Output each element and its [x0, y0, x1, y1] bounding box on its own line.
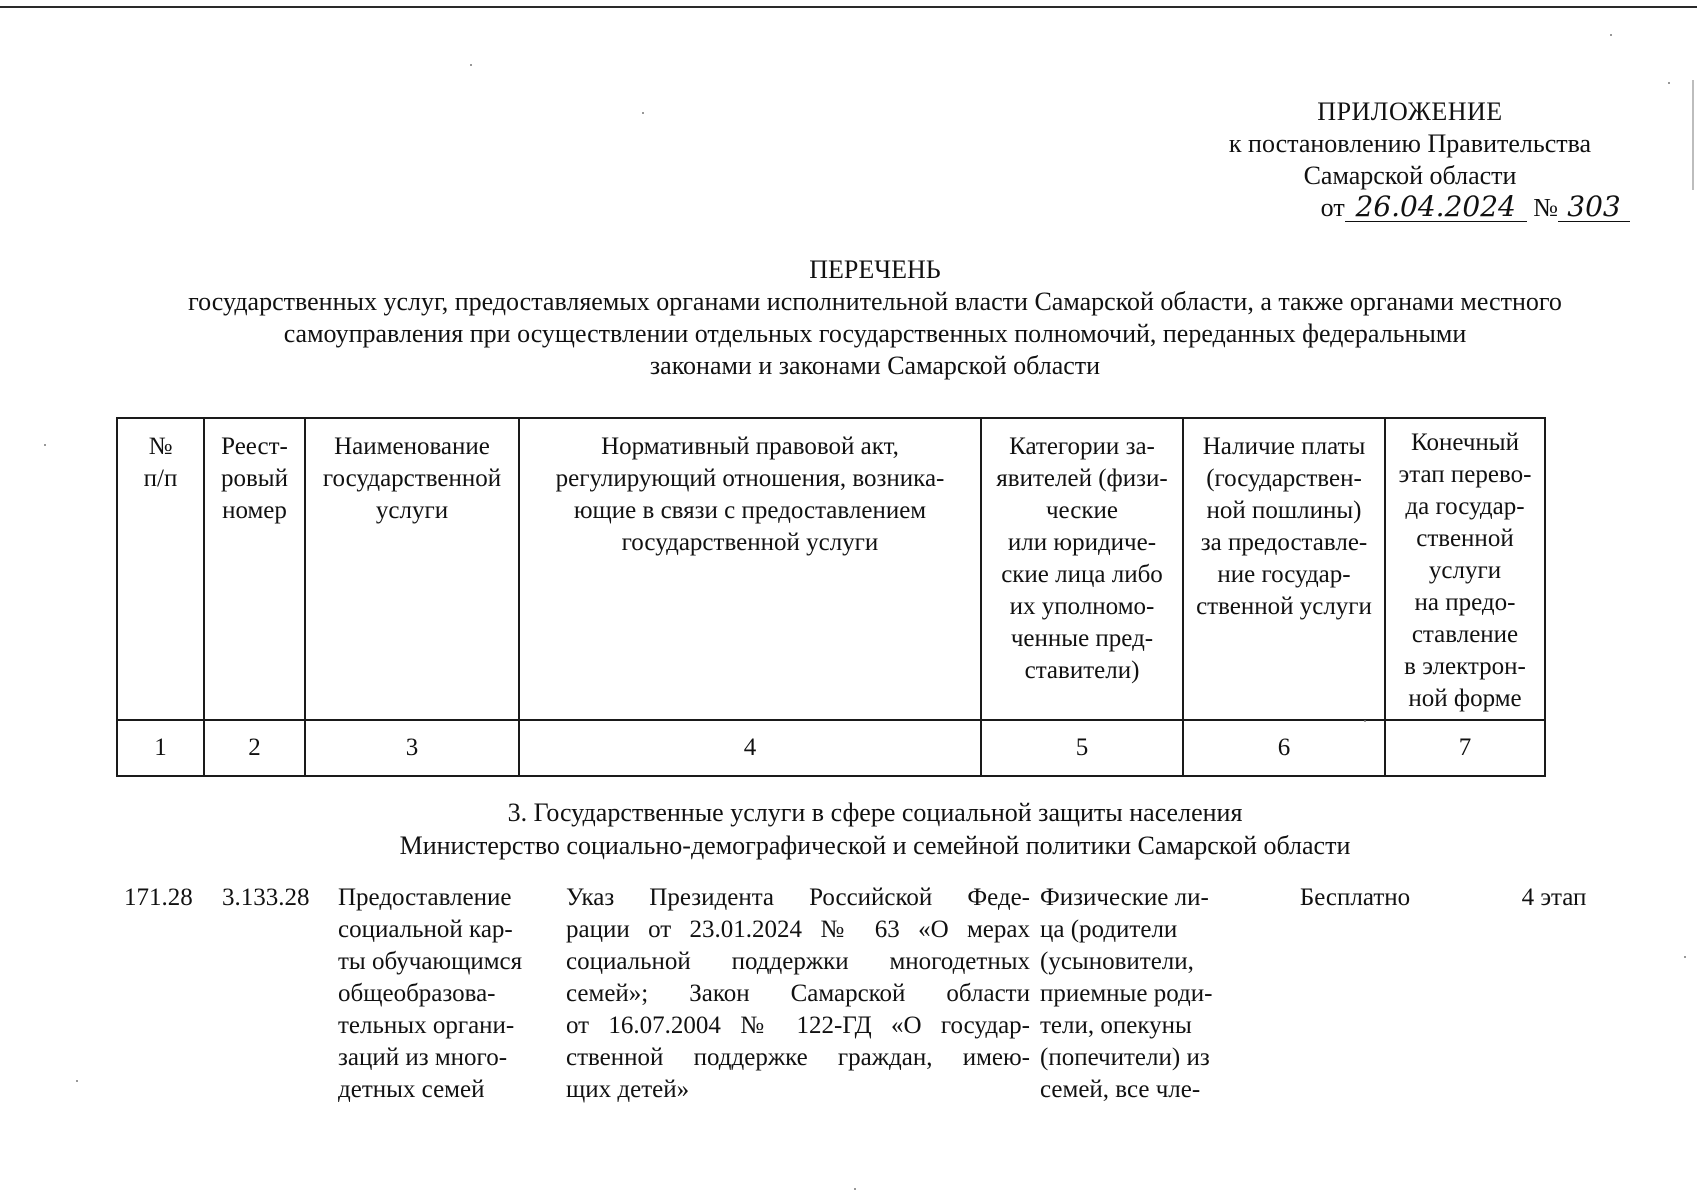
handwritten-date: 26.04.2024 [1345, 193, 1527, 222]
scan-speck [470, 64, 472, 66]
column-number: 4 [519, 720, 981, 776]
title-heading: ПЕРЕЧЕНЬ [809, 255, 941, 284]
handwritten-number: 303 [1558, 193, 1630, 222]
scan-speck [76, 1080, 78, 1082]
section-line-1: 3. Государственные услуги в сфере социальной защиты населения [507, 798, 1243, 827]
table-header-row [117, 418, 1545, 720]
right-edge-shadow [1692, 80, 1694, 190]
title-line-2: самоуправления при осуществлении отдельных государственных полномочий, переданных федеральными [283, 319, 1467, 348]
number-prefix: № [1533, 193, 1558, 222]
scan-speck [1364, 720, 1366, 722]
date-prefix: от [1320, 193, 1345, 222]
services-table [116, 417, 1546, 777]
header-cell-fee: Наличие платы (государствен- ной пошлины) за предоставле- ние государ- ственной услуги [1183, 418, 1385, 720]
row-legal-act: Указ Президента Российской Феде- рации от 23.01.2024 № 63 «О мерах социальной поддержки многодетных семей»; Закон Самарской области от 16.07.2004 № 122-ГД «О государ- ственной поддержке граждан, имею- щих детей» [566, 884, 1030, 1103]
header-cell-registry: Реест- ровый номер [204, 418, 305, 720]
title-line-1: государственных услуг, предоставляемых органами исполнительной власти Самарской области, а также органами местного [188, 287, 1562, 316]
header-cell-applicant-categories: Категории за- явителей (физи- ческие или юридиче- ские лица либо их уполномо- ченные пред- ставители) [981, 418, 1183, 720]
column-number-row [117, 720, 1545, 776]
document-title [110, 254, 1640, 382]
row-final-stage: 4 этап [1521, 884, 1587, 911]
column-number: 3 [305, 720, 519, 776]
appendix-block [1180, 96, 1640, 224]
column-number: 1 [117, 720, 204, 776]
column-number: 7 [1385, 720, 1545, 776]
header-cell-service-name: Наименование государственной услуги [305, 418, 519, 720]
row-fee: Бесплатно [1299, 884, 1411, 911]
scan-speck [1668, 82, 1670, 84]
header-cell-final-stage: Конечный этап перево- да государ- ственной услуги на предо- ставление в электрон- ной форме [1385, 418, 1545, 720]
section-line-2: Министерство социально-демографической и семейной политики Самарской области [399, 831, 1351, 860]
appendix-line-1: к постановлению Правительства [1228, 129, 1592, 158]
row-applicant-categories: Физические ли- ца (родители (усыновители, приемные роди- тели, опекуны (попечители) из семей, все чле- [1040, 884, 1213, 1103]
column-number: 2 [204, 720, 305, 776]
appendix-header: ПРИЛОЖЕНИЕ [1317, 97, 1503, 126]
scan-speck [642, 112, 644, 114]
scan-speck [44, 444, 46, 446]
row-number: 171.28 [124, 884, 193, 911]
header-cell-number: № п/п [117, 418, 204, 720]
top-border-line [0, 6, 1697, 8]
column-number: 5 [981, 720, 1183, 776]
scan-speck [1684, 956, 1686, 958]
appendix-line-2: Самарской области [1303, 161, 1517, 190]
title-line-3: законами и законами Самарской области [649, 351, 1101, 380]
header-cell-legal-act: Нормативный правовой акт, регулирующий отношения, возника- ющие в связи с предоставлением государственной услуги [519, 418, 981, 720]
column-number: 6 [1183, 720, 1385, 776]
row-registry-number: 3.133.28 [222, 884, 310, 911]
section-title [110, 796, 1640, 862]
scan-speck [1610, 34, 1612, 36]
scan-speck [854, 1188, 856, 1190]
appendix-date-row [1180, 192, 1640, 224]
row-service-name: Предоставление социальной кар- ты обучающимся общеобразова- тельных органи- заций из много- детных семей [338, 884, 523, 1103]
